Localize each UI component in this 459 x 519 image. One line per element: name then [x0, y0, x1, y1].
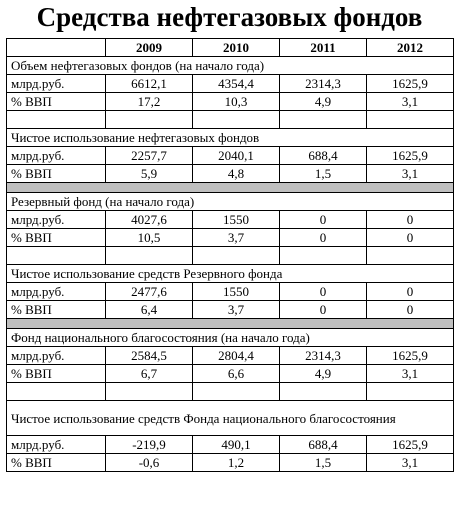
cell: 3,7 — [193, 301, 280, 319]
year-2010: 2010 — [193, 39, 280, 57]
row-label-gdp: % ВВП — [7, 165, 106, 183]
table-row — [7, 75, 454, 93]
cell: 1625,9 — [367, 436, 454, 454]
cell: 10,5 — [106, 229, 193, 247]
table-row — [7, 211, 454, 229]
row-label-gdp: % ВВП — [7, 365, 106, 383]
section-title-row — [7, 129, 454, 147]
table-row — [7, 347, 454, 365]
row-label-rub: млрд.руб. — [7, 283, 106, 301]
spacer-row — [7, 247, 454, 265]
cell: 3,7 — [193, 229, 280, 247]
table-row — [7, 436, 454, 454]
spacer-cell — [280, 111, 367, 129]
separator-bar — [7, 319, 454, 329]
row-label-rub: млрд.руб. — [7, 147, 106, 165]
section-title: Объем нефтегазовых фондов (на начало года) — [7, 57, 454, 75]
spacer-cell — [7, 383, 106, 401]
row-label-gdp: % ВВП — [7, 454, 106, 472]
spacer-cell — [106, 111, 193, 129]
cell: 4027,6 — [106, 211, 193, 229]
spacer-cell — [193, 383, 280, 401]
cell: 0 — [280, 229, 367, 247]
cell: 0 — [367, 211, 454, 229]
row-label-gdp: % ВВП — [7, 93, 106, 111]
table-row — [7, 165, 454, 183]
cell: 4,9 — [280, 365, 367, 383]
year-2012: 2012 — [367, 39, 454, 57]
cell: 2804,4 — [193, 347, 280, 365]
row-label-rub: млрд.руб. — [7, 347, 106, 365]
funds-table — [6, 38, 454, 472]
cell: 2314,3 — [280, 75, 367, 93]
separator-row — [7, 183, 454, 193]
cell: 3,1 — [367, 365, 454, 383]
year-2011: 2011 — [280, 39, 367, 57]
cell: 1,5 — [280, 165, 367, 183]
cell: 0 — [367, 283, 454, 301]
section-title-row — [7, 329, 454, 347]
cell: 17,2 — [106, 93, 193, 111]
cell: 4,8 — [193, 165, 280, 183]
section-title-row — [7, 57, 454, 75]
cell: 1,2 — [193, 454, 280, 472]
row-label-gdp: % ВВП — [7, 301, 106, 319]
spacer-cell — [106, 247, 193, 265]
cell: 0 — [280, 301, 367, 319]
header-row — [7, 39, 454, 57]
spacer-cell — [7, 111, 106, 129]
cell: 1625,9 — [367, 147, 454, 165]
spacer-cell — [367, 111, 454, 129]
cell: 2040,1 — [193, 147, 280, 165]
section-title: Резервный фонд (на начало года) — [7, 193, 454, 211]
table-row — [7, 365, 454, 383]
cell: 3,1 — [367, 165, 454, 183]
cell: 1,5 — [280, 454, 367, 472]
cell: 6,7 — [106, 365, 193, 383]
section-title-row — [7, 401, 454, 436]
cell: 4354,4 — [193, 75, 280, 93]
table-row — [7, 283, 454, 301]
row-label-gdp: % ВВП — [7, 229, 106, 247]
section-title-row — [7, 265, 454, 283]
row-label-rub: млрд.руб. — [7, 75, 106, 93]
cell: 688,4 — [280, 147, 367, 165]
cell: 1625,9 — [367, 75, 454, 93]
spacer-cell — [280, 383, 367, 401]
cell: 3,1 — [367, 454, 454, 472]
cell: 3,1 — [367, 93, 454, 111]
year-2009: 2009 — [106, 39, 193, 57]
spacer-cell — [193, 247, 280, 265]
header-corner — [7, 39, 106, 57]
spacer-cell — [193, 111, 280, 129]
spacer-cell — [106, 383, 193, 401]
cell: 5,9 — [106, 165, 193, 183]
spacer-cell — [280, 247, 367, 265]
spacer-cell — [367, 247, 454, 265]
spacer-row — [7, 111, 454, 129]
cell: 6612,1 — [106, 75, 193, 93]
cell: 2477,6 — [106, 283, 193, 301]
table-row — [7, 93, 454, 111]
cell: 2257,7 — [106, 147, 193, 165]
cell: 1550 — [193, 211, 280, 229]
section-title: Чистое использование нефтегазовых фондов — [7, 129, 454, 147]
cell: 0 — [367, 229, 454, 247]
cell: 0 — [280, 283, 367, 301]
section-title-row — [7, 193, 454, 211]
cell: 2314,3 — [280, 347, 367, 365]
row-label-rub: млрд.руб. — [7, 436, 106, 454]
cell: -0,6 — [106, 454, 193, 472]
cell: -219,9 — [106, 436, 193, 454]
section-title: Чистое использование средств Резервного фонда — [7, 265, 454, 283]
spacer-cell — [7, 247, 106, 265]
cell: 1625,9 — [367, 347, 454, 365]
cell: 6,4 — [106, 301, 193, 319]
separator-row — [7, 319, 454, 329]
spacer-cell — [367, 383, 454, 401]
cell: 6,6 — [193, 365, 280, 383]
cell: 0 — [280, 211, 367, 229]
cell: 4,9 — [280, 93, 367, 111]
table-row — [7, 301, 454, 319]
row-label-rub: млрд.руб. — [7, 211, 106, 229]
page-title: Средства нефтегазовых фондов — [36, 2, 423, 32]
table-row — [7, 147, 454, 165]
section-title: Фонд национального благосостояния (на начало года) — [7, 329, 454, 347]
cell: 688,4 — [280, 436, 367, 454]
table-row — [7, 229, 454, 247]
spacer-row — [7, 383, 454, 401]
cell: 490,1 — [193, 436, 280, 454]
cell: 10,3 — [193, 93, 280, 111]
section-title: Чистое использование средств Фонда национального благосостояния — [7, 401, 454, 436]
separator-bar — [7, 183, 454, 193]
cell: 0 — [367, 301, 454, 319]
cell: 1550 — [193, 283, 280, 301]
table-row — [7, 454, 454, 472]
cell: 2584,5 — [106, 347, 193, 365]
